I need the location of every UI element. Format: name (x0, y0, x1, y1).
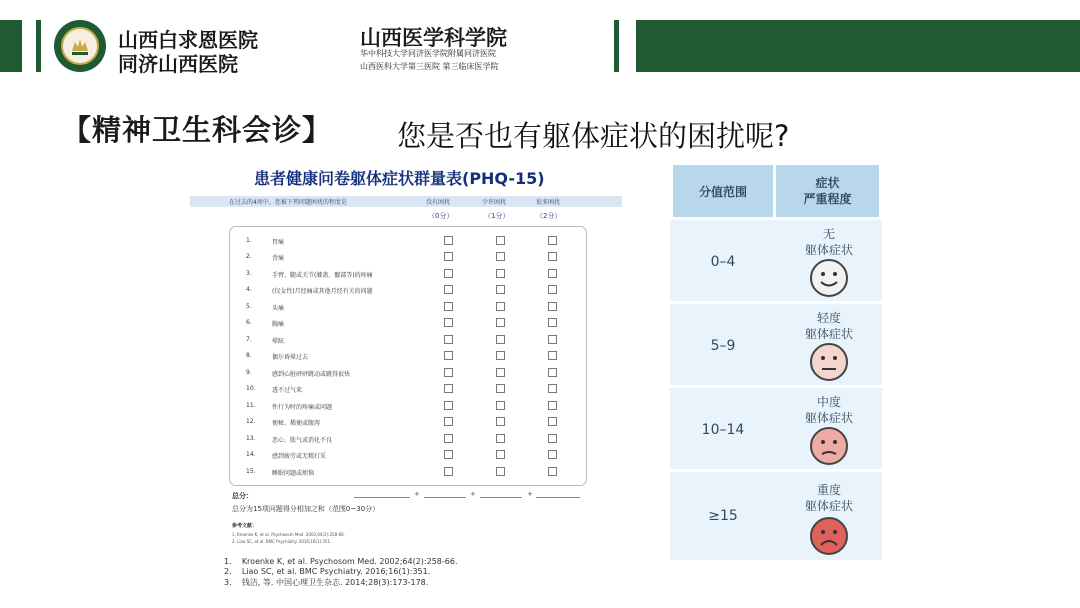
checkbox[interactable] (548, 384, 557, 393)
list-item (230, 233, 586, 249)
option-score: （1分） (484, 212, 510, 220)
checkbox[interactable] (444, 285, 453, 294)
checkbox[interactable] (444, 252, 453, 261)
section-title: 【精神卫生科会诊】 (62, 113, 333, 147)
option-label: 没有困扰 (426, 199, 451, 206)
checkbox[interactable] (548, 351, 557, 360)
checkbox[interactable] (444, 335, 453, 344)
checkbox[interactable] (444, 318, 453, 327)
checkbox[interactable] (496, 285, 505, 294)
checkbox[interactable] (496, 269, 505, 278)
questionnaire-items (229, 226, 587, 486)
checkbox[interactable] (496, 401, 505, 410)
hospital-sub-line2: 山西医科大学第三医院 第三临床医学院 (360, 62, 499, 71)
checkbox[interactable] (548, 467, 557, 476)
checkbox[interactable] (496, 368, 505, 377)
severity-line2: 躯体症状 (804, 499, 853, 513)
severity-line1: 轻度 (816, 311, 841, 325)
table-row (670, 388, 882, 472)
total-blank[interactable] (424, 497, 466, 498)
range-cell: 10–14 (701, 422, 745, 438)
item-text: 透不过气来 (272, 387, 303, 394)
reference-item (224, 557, 458, 566)
list-item (230, 365, 586, 381)
total-label: 总分： (232, 492, 253, 500)
item-number: 15. (246, 468, 256, 475)
ref-text: Kroenke K, et al. Psychosom Med. 2002;64(2):258-66. (241, 557, 458, 566)
questionnaire-title: 患者健康问卷躯体症状群量表(PHQ-15) (254, 169, 545, 188)
severity-line2: 躯体症状 (804, 327, 853, 341)
list-item (230, 249, 586, 265)
item-number: 8. (246, 352, 252, 359)
header-range: 分值范围 (673, 165, 773, 217)
item-text: 头痛 (272, 305, 285, 312)
option-label: 少许困扰 (482, 199, 507, 206)
ref-text: Liao SC, et al. BMC Psychiatry. 2016;16(1):351. (241, 567, 431, 576)
checkbox[interactable] (548, 318, 557, 327)
total-blank[interactable] (354, 497, 410, 498)
list-item (230, 414, 586, 430)
table-row (670, 220, 882, 304)
option-score: （0分） (428, 212, 454, 220)
hospital-sub-title: 山西医学科学院 (360, 25, 507, 50)
severity-cell (776, 310, 882, 342)
list-item (230, 266, 586, 282)
checkbox[interactable] (444, 384, 453, 393)
ref-number: 3. (224, 578, 232, 587)
hospital-emblem-icon (61, 27, 99, 65)
item-text: 胃痛 (272, 239, 285, 246)
checkbox[interactable] (444, 467, 453, 476)
header-left-bar (0, 20, 22, 72)
ref-number: 1. (224, 557, 232, 566)
checkbox[interactable] (496, 318, 505, 327)
checkbox[interactable] (548, 417, 557, 426)
hospital-name-line1: 山西白求恩医院 (118, 28, 258, 52)
checkbox[interactable] (444, 351, 453, 360)
table-header (670, 165, 882, 217)
frown-face-icon (809, 426, 849, 466)
header-divider (614, 20, 619, 72)
item-text: 手臂、腿或关节(膝盖、髋部等)的疼痛 (272, 272, 373, 279)
checkbox[interactable] (548, 368, 557, 377)
checkbox[interactable] (496, 302, 505, 311)
severity-line1: 无 (822, 227, 835, 241)
total-note: 总分为15项问题得分相加之和（范围0~30分） (232, 505, 380, 513)
severity-line2: 躯体症状 (804, 411, 853, 425)
item-text: 睡眠问题或烦恼 (272, 470, 315, 477)
item-number: 5. (246, 303, 252, 310)
plus-sign: + (414, 490, 420, 498)
plus-sign: + (470, 490, 476, 498)
checkbox[interactable] (496, 450, 505, 459)
plus-sign: + (527, 490, 533, 498)
checkbox[interactable] (548, 269, 557, 278)
item-text: (仅女性)月经痛或其他月经有关的问题 (272, 288, 373, 295)
hospital-logo (54, 20, 106, 72)
slight-frown-face-icon (809, 342, 849, 382)
hospital-sub-line1: 华中科技大学同济医学院附属同济医院 (360, 49, 496, 58)
checkbox[interactable] (496, 351, 505, 360)
severity-cell (776, 482, 882, 514)
item-number: 10. (246, 385, 256, 392)
checkbox[interactable] (496, 434, 505, 443)
total-blank[interactable] (536, 497, 580, 498)
list-item (230, 381, 586, 397)
list-item (230, 348, 586, 364)
severity-cell (776, 394, 882, 426)
list-item (230, 282, 586, 298)
table-row (670, 304, 882, 388)
item-number: 1. (246, 237, 252, 244)
item-number: 7. (246, 336, 252, 343)
ref-number: 2. (224, 567, 232, 576)
checkbox[interactable] (444, 236, 453, 245)
checkbox[interactable] (444, 269, 453, 278)
item-number: 3. (246, 270, 252, 277)
checkbox[interactable] (548, 302, 557, 311)
checkbox[interactable] (496, 335, 505, 344)
header-severity (776, 165, 879, 217)
item-text: 感到心脏砰砰跳动或跳得很快 (272, 371, 351, 378)
item-number: 12. (246, 418, 256, 425)
list-item (230, 299, 586, 315)
checkbox[interactable] (548, 401, 557, 410)
ref-line: 1. Kroenke K, et al. Psychosom Med. 2002;64(2):258-66. (232, 532, 345, 537)
item-text: 恶心、胀气或消化不良 (272, 437, 333, 444)
header-right-bar (636, 20, 1080, 72)
list-item (230, 315, 586, 331)
checkbox[interactable] (548, 335, 557, 344)
list-item (230, 332, 586, 348)
checkbox[interactable] (496, 467, 505, 476)
range-cell: 0–4 (710, 254, 736, 270)
item-text: 背痛 (272, 255, 285, 262)
checkbox[interactable] (444, 434, 453, 443)
reference-item (224, 567, 430, 576)
checkbox[interactable] (444, 417, 453, 426)
range-cell: ≥15 (708, 508, 738, 524)
severity-table (670, 165, 882, 560)
option-score: （2分） (536, 212, 562, 220)
checkbox[interactable] (496, 252, 505, 261)
ref-text: 钱洁, 等. 中国心理卫生杂志. 2014;28(3):173-178. (241, 578, 429, 587)
refs-heading: 参考文献： (232, 523, 258, 529)
slide-question: 您是否也有躯体症状的困扰呢? (397, 119, 790, 153)
list-item (230, 431, 586, 447)
item-text: 胸痛 (272, 321, 285, 328)
checkbox[interactable] (444, 401, 453, 410)
header-severity-line1: 症状 (815, 176, 840, 190)
checkbox[interactable] (496, 417, 505, 426)
ref-line: 2. Liao SC, et al. BMC Psychiatry. 2016;16(1):351. (232, 539, 332, 544)
item-text: 感到疲劳或无精打采 (272, 453, 327, 460)
item-text: 便秘、稀便或腹泻 (272, 420, 321, 427)
item-text: 性行为时的疼痛或问题 (272, 404, 333, 411)
checkbox[interactable] (496, 384, 505, 393)
checkbox[interactable] (548, 236, 557, 245)
header-severity-line2: 严重程度 (803, 192, 852, 206)
checkbox[interactable] (496, 236, 505, 245)
questionnaire-instruction: 在过去的4周中，您被下列问题困扰的程度是 (229, 199, 347, 206)
list-item (230, 398, 586, 414)
smile-face-icon (809, 258, 849, 298)
item-text: 晕眩 (272, 338, 285, 345)
reference-item (224, 577, 428, 588)
option-label: 很多困扰 (536, 199, 561, 206)
item-number: 6. (246, 319, 252, 326)
checkbox[interactable] (548, 252, 557, 261)
severity-line2: 躯体症状 (804, 243, 853, 257)
hospital-name-line2: 同济山西医院 (118, 52, 238, 76)
item-number: 13. (246, 435, 256, 442)
header-divider (36, 20, 41, 72)
list-item (230, 464, 586, 480)
item-number: 11. (246, 402, 256, 409)
range-cell: 5–9 (710, 338, 736, 354)
checkbox[interactable] (444, 302, 453, 311)
checkbox[interactable] (444, 368, 453, 377)
checkbox[interactable] (548, 285, 557, 294)
item-number: 2. (246, 253, 252, 260)
item-number: 4. (246, 286, 252, 293)
list-item (230, 447, 586, 463)
sad-face-icon (809, 516, 849, 556)
checkbox[interactable] (444, 450, 453, 459)
checkbox[interactable] (548, 434, 557, 443)
table-row (670, 472, 882, 560)
severity-line1: 重度 (816, 483, 841, 497)
severity-line1: 中度 (816, 395, 841, 409)
severity-cell (776, 226, 882, 258)
item-number: 9. (246, 369, 252, 376)
total-blank[interactable] (480, 497, 522, 498)
item-text: 偶尔昏晕过去 (272, 354, 309, 361)
item-number: 14. (246, 451, 256, 458)
checkbox[interactable] (548, 450, 557, 459)
